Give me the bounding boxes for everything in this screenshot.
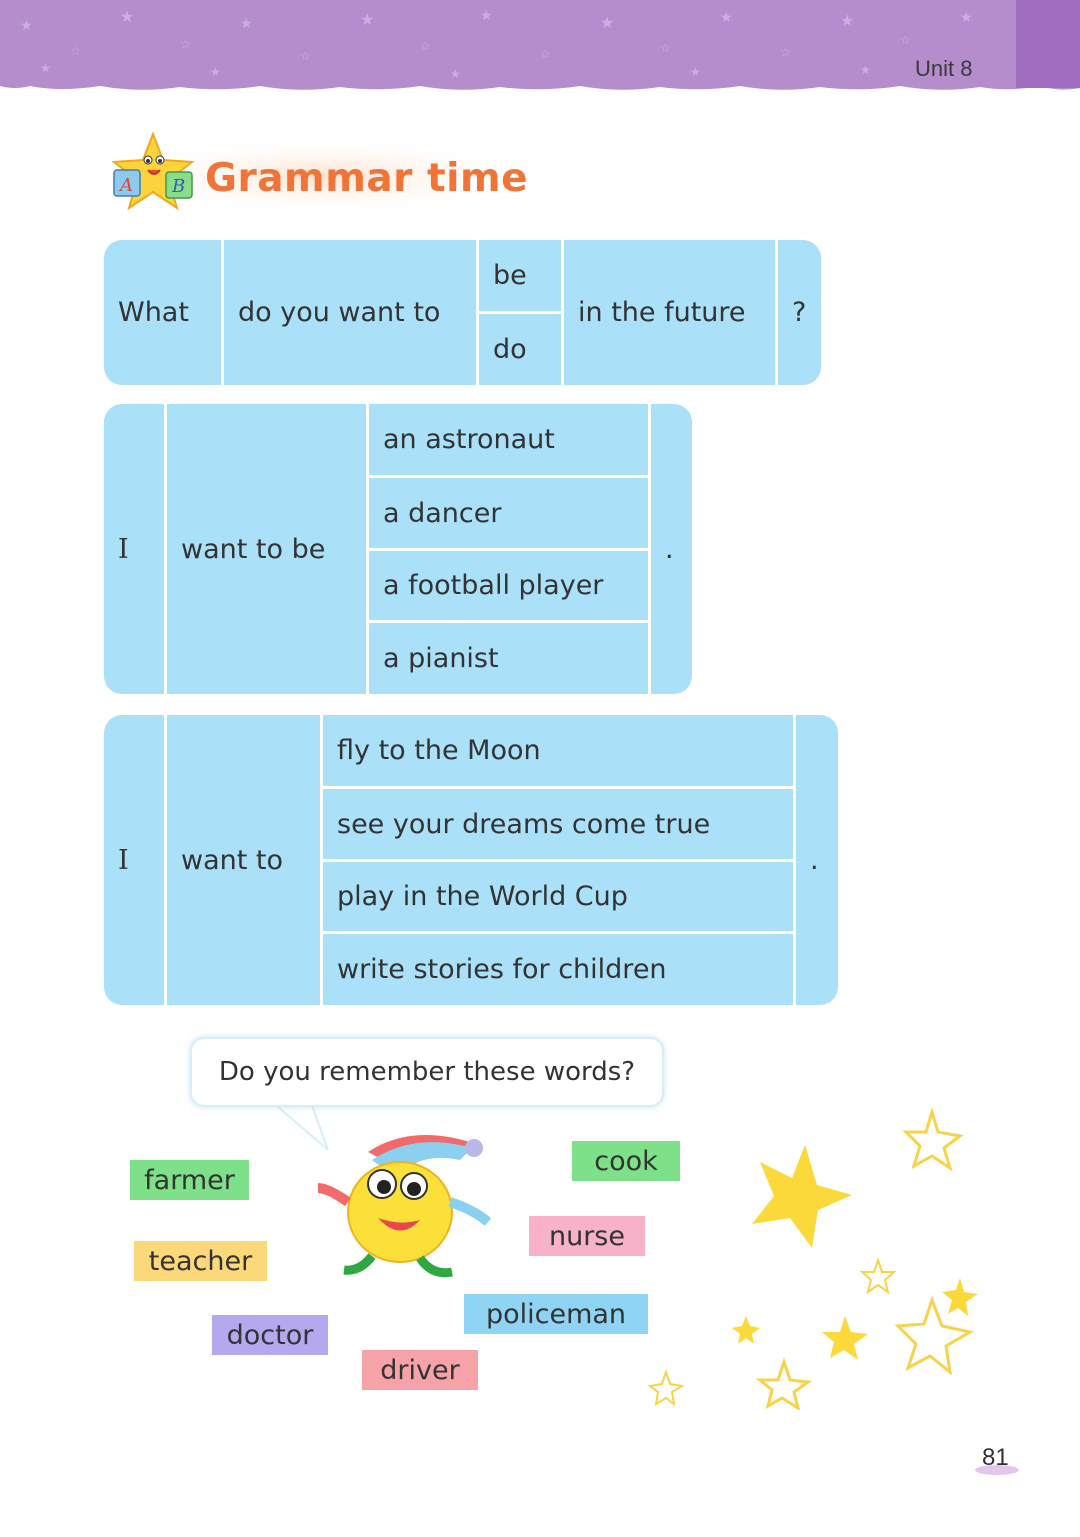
page-number: 81 <box>982 1444 1009 1471</box>
subject-cell: I <box>118 533 129 565</box>
action-option-stories: write stories for children <box>337 954 667 985</box>
word-nurse: nurse <box>529 1216 645 1256</box>
word-doctor: doctor <box>212 1315 328 1355</box>
word-driver: driver <box>362 1350 478 1390</box>
word-farmer: farmer <box>130 1160 249 1200</box>
svg-text:★: ★ <box>20 18 33 34</box>
svg-text:★: ★ <box>720 10 733 26</box>
unit-label: Unit 8 <box>915 56 973 81</box>
job-option-astronaut: an astronaut <box>383 424 555 455</box>
svg-text:☆: ☆ <box>660 41 671 55</box>
svg-text:★: ★ <box>600 13 615 32</box>
svg-text:☆: ☆ <box>70 44 81 58</box>
svg-text:★: ★ <box>240 16 253 32</box>
svg-text:★: ★ <box>860 63 871 77</box>
svg-text:★: ★ <box>450 67 461 81</box>
verb-phrase-cell: want to <box>181 844 284 876</box>
svg-text:★: ★ <box>480 8 493 24</box>
speech-bubble: Do you remember these words? <box>190 1037 664 1107</box>
svg-text:★: ★ <box>360 10 375 29</box>
auxiliary-cell: do you want to <box>238 297 441 328</box>
job-option-pianist: a pianist <box>383 643 499 674</box>
word-policeman: policeman <box>464 1294 648 1334</box>
verb-phrase-cell: want to be <box>181 533 326 565</box>
svg-text:☆: ☆ <box>540 47 551 61</box>
question-word-cell: What <box>118 297 189 328</box>
subject-cell: I <box>118 844 129 876</box>
svg-text:A: A <box>120 175 133 196</box>
star-mascot-ab-blocks-icon <box>108 130 198 214</box>
svg-text:☆: ☆ <box>300 49 311 63</box>
section-title: Grammar time <box>205 156 529 201</box>
svg-text:★: ★ <box>40 61 51 75</box>
svg-text:B: B <box>172 176 186 197</box>
svg-text:☆: ☆ <box>900 33 911 47</box>
svg-text:★: ★ <box>690 65 701 79</box>
svg-text:☆: ☆ <box>180 37 191 51</box>
word-cook: cook <box>572 1141 680 1181</box>
svg-text:★: ★ <box>960 10 973 26</box>
verb-cell-be: be <box>493 260 527 291</box>
verb-cell-do: do <box>493 334 527 365</box>
action-option-dreams: see your dreams come true <box>337 808 711 840</box>
question-table <box>104 240 821 385</box>
time-phrase-cell: in the future <box>578 297 746 328</box>
period-cell: . <box>810 844 819 876</box>
word-teacher: teacher <box>134 1241 267 1281</box>
svg-text:★: ★ <box>840 11 855 30</box>
job-option-dancer: a dancer <box>383 497 502 529</box>
svg-text:★: ★ <box>120 7 135 26</box>
want-to-be-table <box>104 404 692 694</box>
action-option-world-cup: play in the World Cup <box>337 881 628 912</box>
period-cell: . <box>665 533 674 565</box>
mascot-character-icon <box>310 1130 500 1285</box>
svg-text:☆: ☆ <box>780 45 791 59</box>
svg-text:☆: ☆ <box>420 39 431 53</box>
svg-text:★: ★ <box>210 65 221 79</box>
question-mark-cell: ? <box>792 297 807 328</box>
decorative-stars-icon <box>640 1100 980 1410</box>
action-option-fly: fly to the Moon <box>337 735 541 766</box>
want-to-table <box>104 715 838 1005</box>
job-option-football-player: a football player <box>383 570 604 601</box>
